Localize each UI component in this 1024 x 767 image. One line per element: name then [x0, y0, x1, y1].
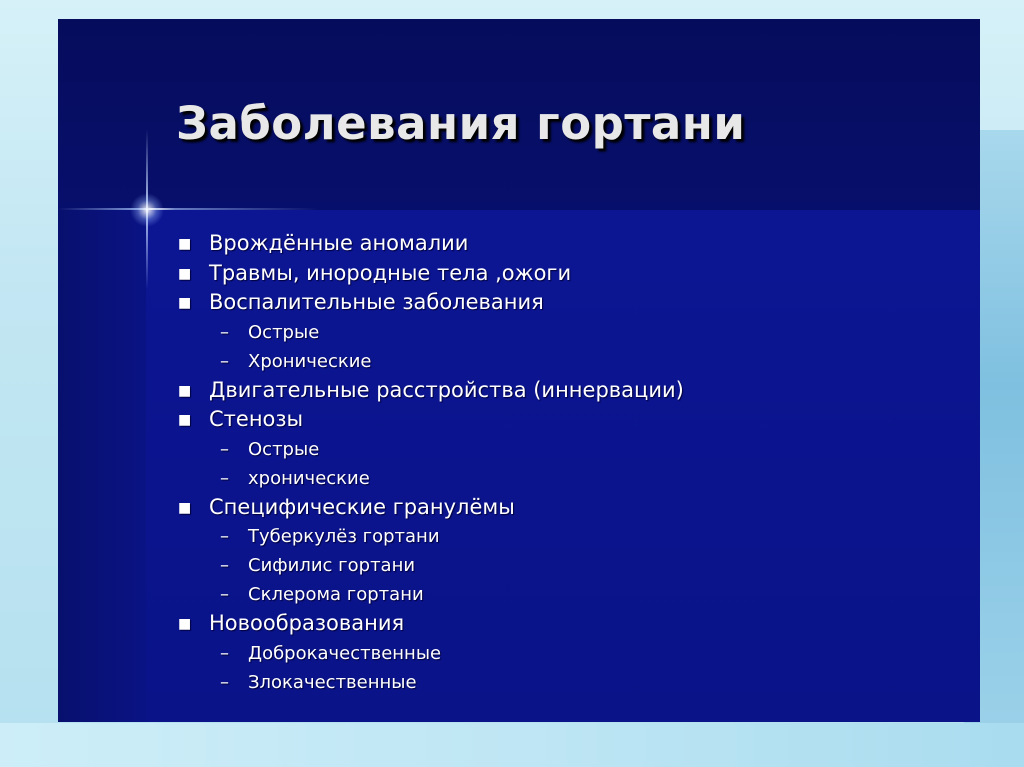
square-bullet-icon: ■	[178, 295, 192, 311]
dash-bullet-icon: –	[220, 467, 229, 489]
dash-bullet-icon: –	[220, 350, 229, 372]
light-flare-glow	[130, 193, 164, 227]
sub-bullet-item	[176, 580, 936, 609]
square-bullet-icon: ■	[178, 382, 192, 399]
sub-bullet-item-text: хронические	[248, 467, 370, 489]
bullet-item-text: Двигательные расстройства (иннервации)	[209, 377, 684, 402]
bullet-item	[176, 376, 936, 406]
sub-bullet-item	[176, 522, 936, 551]
sub-bullet-item-text: Острые	[248, 321, 320, 343]
slide	[58, 19, 980, 722]
sub-bullet-item	[176, 347, 936, 376]
sub-bullet-item	[176, 639, 936, 668]
bullet-item	[176, 259, 936, 289]
square-bullet-icon: ■	[178, 499, 192, 516]
square-bullet-icon: ■	[178, 236, 192, 252]
slide-title: Заболевания гортани	[176, 97, 746, 150]
dash-bullet-icon: –	[220, 642, 229, 664]
sub-bullet-item	[176, 435, 936, 464]
bullet-item-text: Новообразования	[209, 611, 405, 635]
bullet-item-text: Специфические гранулёмы	[209, 494, 515, 519]
dash-bullet-icon: –	[220, 555, 229, 576]
square-bullet-icon: ■	[178, 412, 192, 428]
bullet-item-text: Стенозы	[209, 407, 304, 431]
bullet-item-text: Воспалительные заболевания	[209, 290, 544, 314]
dash-bullet-icon: –	[220, 321, 229, 343]
light-flare-horizontal	[58, 208, 318, 210]
bullet-item	[176, 609, 936, 639]
sub-bullet-item-text: Склерома гортани	[248, 584, 424, 605]
square-bullet-icon: ■	[178, 265, 192, 282]
square-bullet-icon: ■	[178, 616, 192, 632]
sub-bullet-item-text: Туберкулёз гортани	[248, 526, 440, 547]
sub-bullet-item-text: Острые	[248, 438, 320, 460]
bullet-item	[176, 229, 936, 259]
dash-bullet-icon: –	[220, 438, 229, 460]
dash-bullet-icon: –	[220, 526, 229, 547]
bullet-item	[176, 405, 936, 435]
sub-bullet-item	[176, 464, 936, 493]
frame-background-bottom	[0, 723, 1024, 767]
bullet-item	[176, 288, 936, 318]
sub-bullet-item-text: Хронические	[248, 350, 372, 372]
bullet-list	[176, 229, 936, 697]
dash-bullet-icon: –	[220, 671, 229, 693]
sub-bullet-item-text: Злокачественные	[248, 671, 417, 693]
sub-bullet-item-text: Сифилис гортани	[248, 555, 416, 576]
slide-left-shade	[58, 210, 146, 722]
sub-bullet-item	[176, 318, 936, 347]
sub-bullet-item	[176, 668, 936, 697]
dash-bullet-icon: –	[220, 584, 229, 605]
bullet-item-text: Травмы, инородные тела ,ожоги	[209, 260, 572, 285]
sub-bullet-item-text: Доброкачественные	[248, 642, 442, 664]
bullet-item-text: Врождённые аномалии	[209, 231, 469, 255]
sub-bullet-item	[176, 551, 936, 580]
bullet-item	[176, 493, 936, 523]
